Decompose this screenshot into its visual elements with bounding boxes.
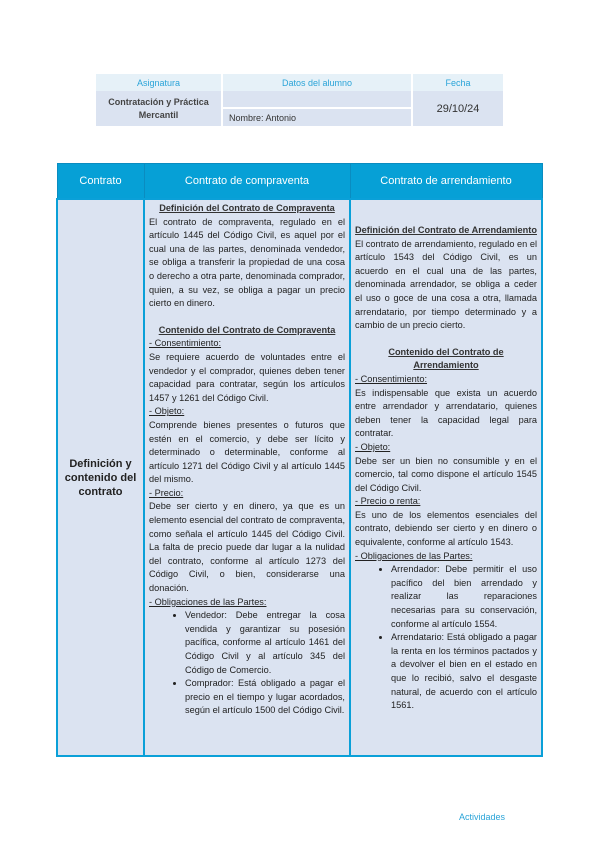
student-name: Nombre: Antonio <box>223 109 411 126</box>
list-item: • Vendedor: Debe entregar la cosa vendida y garantizar su posesión pacífica, conforme al artículo 1461 del Código Civil y al artículo 345 del Código de Comercio. <box>185 609 345 677</box>
object-text: Debe ser un bien no consumible y en el comercio, tal como dispone el artículo 1545 del Código Civil. <box>355 455 537 493</box>
oblig-list <box>149 609 345 718</box>
consent-label: - Consentimiento: <box>149 338 222 349</box>
def-text: El contrato de compraventa, regulado en el artículo 1445 del Código Civil, es aquel por el cual una de las partes, denominada vendedor, se obliga a transferir la propiedad de una cosa o derecho a otra parte, denominada comprador, quien, a su vez, se obliga a pagar un precio cierto en dinero. <box>149 216 345 309</box>
header-table <box>94 74 505 126</box>
list-item: • Comprador: Está obligado a pagar el precio en el tiempo y lugar acordados, según el artículo 1500 del Código Civil. <box>185 677 345 718</box>
oblig-list <box>355 563 537 713</box>
content-title: Contenido del Contrato de Compraventa <box>158 324 336 335</box>
consent-text: Es indispensable que exista un acuerdo entre arrendador y arrendatario, quienes deben tener la capacidad legal para contratar. <box>355 387 537 439</box>
def-text: El contrato de arrendamiento, regulado en el artículo 1543 del Código Civil, es un acuerdo en el cual una de las partes, denominada arrendador, se obliga a ceder el uso o goce de una cosa a otra, llamada arrendatario, por tiempo determinado y a cambio de un precio cierto. <box>355 238 537 331</box>
price-text: Debe ser cierto y en dinero, ya que es un elemento esencial del contrato de compraventa, como señala el artículo 1445 del Código Civil. La falta de precio puede dar lugar a la nulidad del contrato, conforme al artículo 1273 del Código Civil, o bien, considerarse una donación. <box>149 501 345 594</box>
object-text: Comprende bienes presentes o futuros que estén en el comercio, y debe ser lícito y determinado o determinable, conforme al artículo 1271 del Código Civil y al artículo 1445 del mismo. <box>149 419 345 485</box>
def-title: Definición del Contrato de Arrendamiento <box>355 225 537 235</box>
subject-value: Contratación y Práctica Mercantil <box>96 91 221 126</box>
student-line <box>223 91 411 109</box>
price-label: - Precio o renta: <box>355 496 421 507</box>
date-value: 29/10/24 <box>413 91 503 126</box>
col-arrendamiento: Contrato de arrendamiento <box>350 164 542 200</box>
footer-label: Actividades <box>459 812 506 822</box>
oblig-label: - Obligaciones de las Partes: <box>149 596 267 607</box>
list-item: • Arrendador: Debe permitir el uso pacífico del bien arrendado y realizar las reparaciones necesarias para su conservación, conforme al artículo 1554. <box>391 563 537 631</box>
price-text: Es uno de los elementos esenciales del contrato, debiendo ser cierto y en dinero o equivalente, conforme al artículo 1543. <box>355 509 537 548</box>
col-compraventa: Contrato de compraventa <box>144 164 350 200</box>
list-item: • Arrendatario: Está obligado a pagar la renta en los términos pactados y a devolver el bien en el estado en que lo recibió, salvo el desgaste natural, de acuerdo con el artículo 1561. <box>391 631 537 713</box>
object-label: - Objeto: <box>355 441 391 452</box>
content-title: Contenido del Contrato de Arrendamiento <box>388 346 504 371</box>
col-contrato: Contrato <box>57 164 144 200</box>
consent-text: Se requiere acuerdo de voluntades entre el vendedor y el comprador, quienes deben tener capacidad para contratar, según los artículos 1457 y 1261 del Código Civil. <box>149 351 345 403</box>
object-label: - Objeto: <box>149 406 185 417</box>
compraventa-cell <box>144 199 350 756</box>
contracts-table <box>56 163 543 757</box>
def-title: Definición del Contrato de Compraventa <box>159 203 335 213</box>
price-label: - Precio: <box>149 487 184 498</box>
subject-header: Asignatura <box>96 74 221 91</box>
arrendamiento-cell <box>350 199 542 756</box>
student-header: Datos del alumno <box>223 74 411 91</box>
oblig-label: - Obligaciones de las Partes: <box>355 550 473 561</box>
row-label: Definición y contenido del contrato <box>57 199 144 756</box>
consent-label: - Consentimiento: <box>355 373 428 384</box>
date-header: Fecha <box>413 74 503 91</box>
